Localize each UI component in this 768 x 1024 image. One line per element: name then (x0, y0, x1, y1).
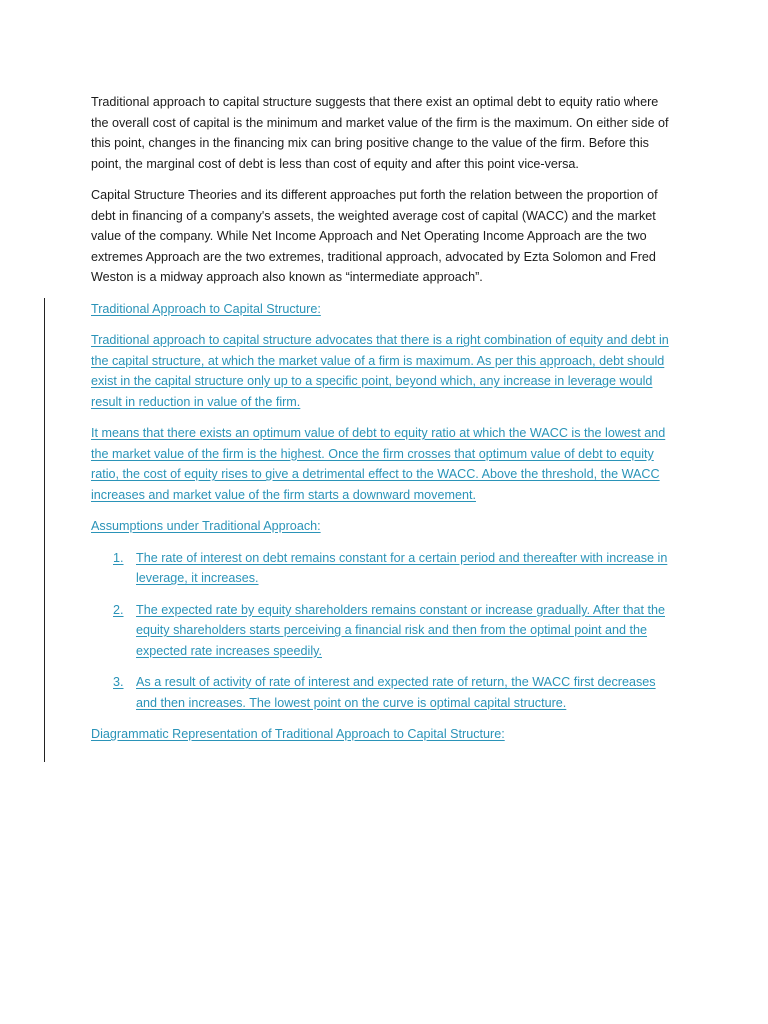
theories-paragraph: Capital Structure Theories and its different approaches put forth the relation between the proportion of debt in financing of a company's assets, the weighted average cost of capital (WACC) and the market value of the company. While Net Income Approach and Net Operating Income Approach are the two extremes Approach are the two extremes, traditional approach, advocated by Ezta Solomon and Fred Weston is a midway approach also known as “intermediate approach”. (91, 188, 658, 284)
section-heading-text[interactable]: Traditional Approach to Capital Structure: (91, 301, 321, 316)
optimum-value-text[interactable]: It means that there exists an optimum value of debt to equity ratio at which the WACC is the lowest and the market value of the firm is the highest. Once the firm crosses that optimum value of debt to equity ratio, the cost of equity rises to give a detrimental effect to the WACC. Above the threshold, the WACC increases and market value of the firm starts a downward movement. (91, 426, 666, 502)
document-body (91, 92, 679, 756)
optimum-value-paragraph[interactable] (91, 423, 679, 505)
list-item-text[interactable]: The expected rate by equity shareholders remains constant or increase gradually. After that the equity shareholders starts perceiving a financial risk and then from the optimal point and the expected rate increases speedily. (136, 602, 665, 658)
list-item-text[interactable]: The rate of interest on debt remains constant for a certain period and thereafter with increase in leverage, it increases. (136, 550, 668, 585)
intro-paragraph: Traditional approach to capital structure suggests that there exist an optimal debt to equity ratio where the overall cost of capital is the minimum and market value of the firm is the maximum. On either side of this point, changes in the financing mix can bring positive change to the value of the firm. Before this point, the marginal cost of debt is less than cost of equity and after this point vice-versa. (91, 95, 669, 171)
list-item-text[interactable]: As a result of activity of rate of interest and expected rate of return, the WACC first decreases and then increases. The lowest point on the curve is optimal capital structure. (136, 675, 656, 710)
diagram-heading-text[interactable]: Diagrammatic Representation of Traditional Approach to Capital Structure: (91, 727, 505, 741)
revision-change-bar (44, 298, 45, 762)
assumptions-list (91, 548, 679, 714)
traditional-approach-text[interactable]: Traditional approach to capital structure advocates that there is a right combination of equity and debt in the capital structure, at which the market value of a firm is maximum. As per this approach, debt should exist in the capital structure only up to a specific point, beyond which, any increase in leverage would result in reduction in value of the firm. (91, 333, 669, 409)
diagram-heading[interactable] (91, 724, 679, 745)
assumptions-heading[interactable] (91, 516, 679, 537)
traditional-approach-paragraph[interactable] (91, 330, 679, 412)
section-heading[interactable] (91, 299, 679, 320)
list-item-number: 2. (113, 602, 124, 617)
assumptions-heading-text[interactable]: Assumptions under Traditional Approach: (91, 519, 321, 533)
list-item[interactable] (91, 600, 679, 662)
list-item[interactable] (91, 672, 679, 713)
list-item-number: 3. (113, 675, 124, 689)
list-item-number: 1. (113, 550, 124, 565)
list-item[interactable] (91, 548, 679, 589)
